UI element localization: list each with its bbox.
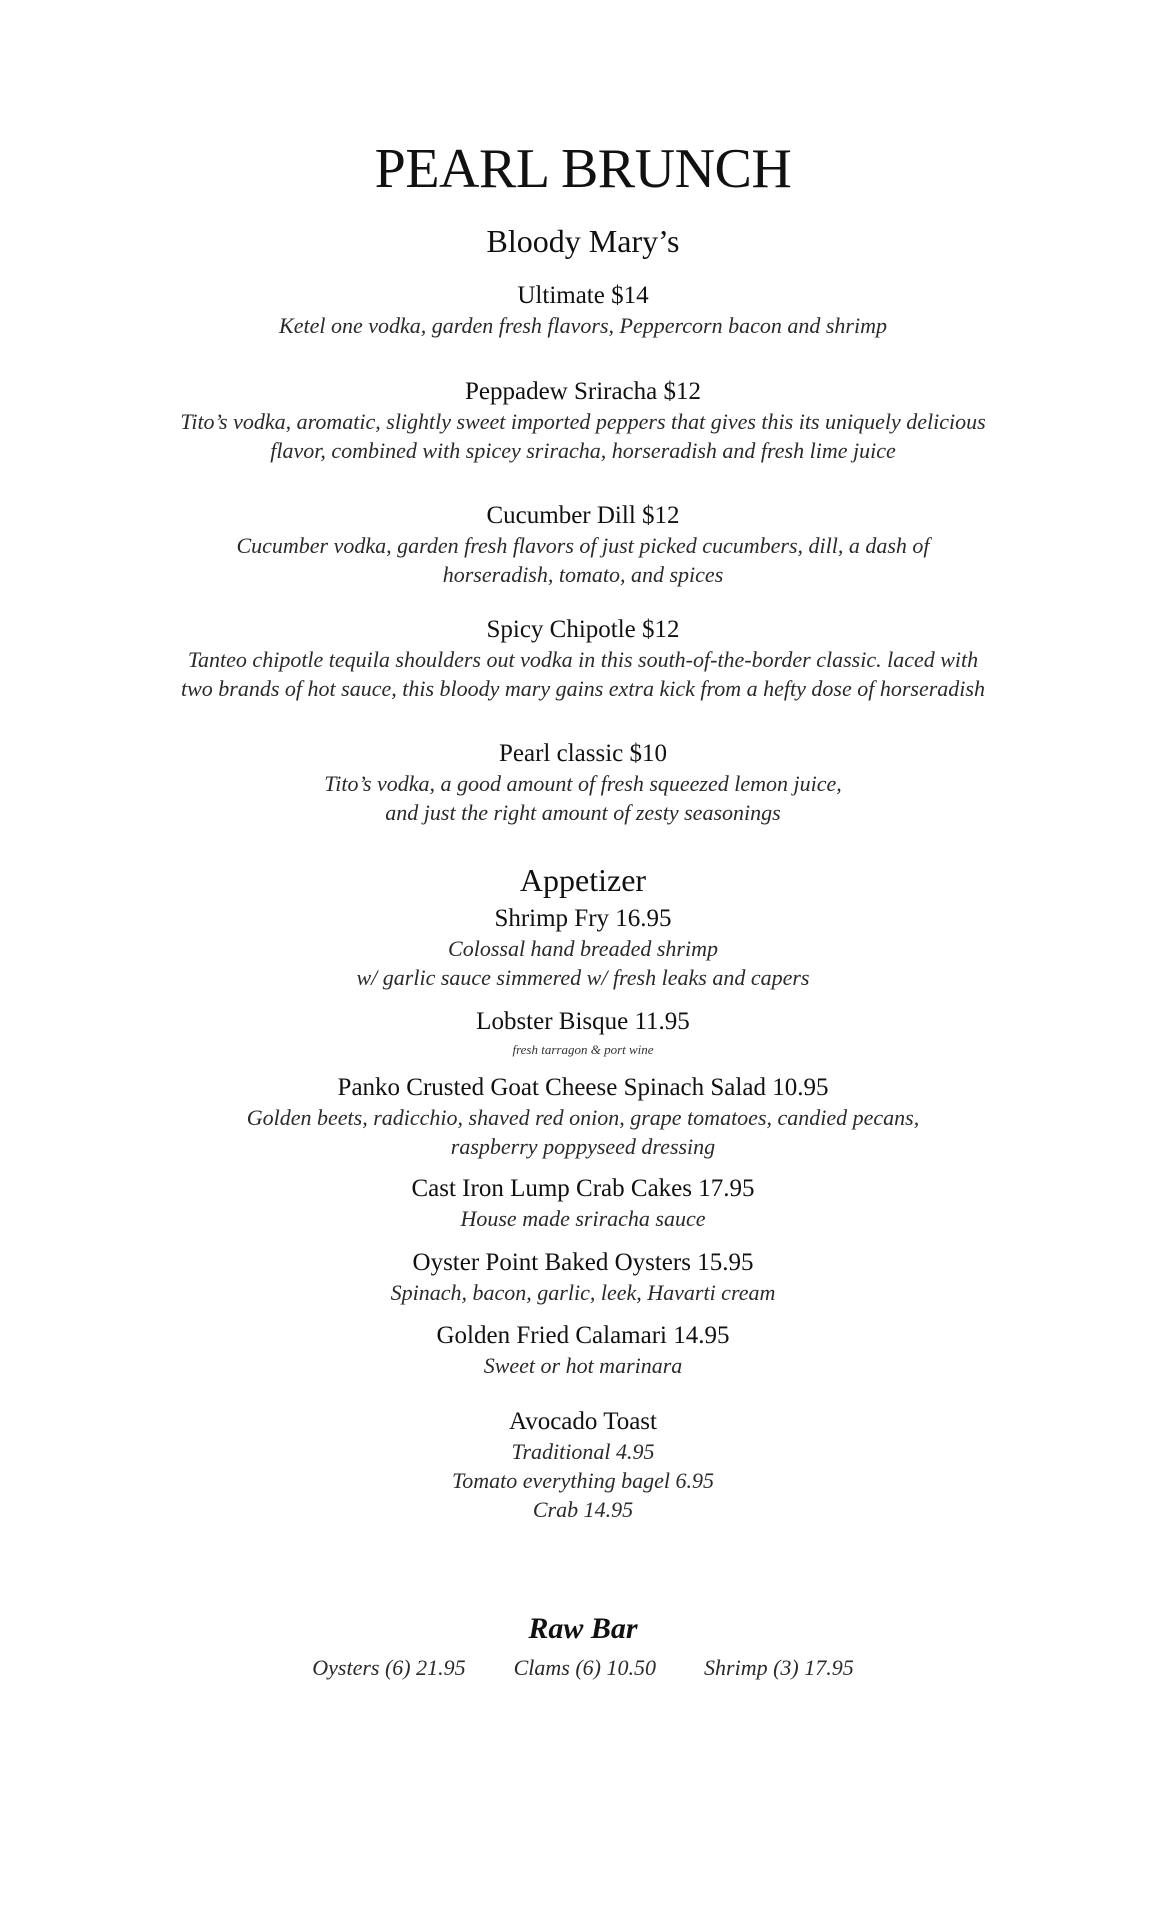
menu-item-description: Sweet or hot marinara [483,1353,683,1378]
menu-item-description: Tomato everything bagel 6.95 [452,1468,714,1493]
menu-item-description: Tito’s vodka, aromatic, slightly sweet imported peppers that gives this its uniquely delicious [180,409,986,434]
menu-item-name: Oyster Point Baked Oysters 15.95 [412,1249,754,1276]
menu-item-description: Colossal hand breaded shrimp [448,936,718,961]
raw-bar-item-shrimp: Shrimp (3) 17.95 [704,1655,854,1680]
menu-item-description: flavor, combined with spicey sriracha, horseradish and fresh lime juice [270,438,896,463]
raw-bar-item-clams: Clams (6) 10.50 [513,1655,657,1680]
menu-item-description: Golden beets, radicchio, shaved red onion, grape tomatoes, candied pecans, [246,1105,920,1130]
menu-item-name: Peppadew Sriracha $12 [464,378,702,405]
menu-item-description: Tanteo chipotle tequila shoulders out vodka in this south-of-the-border classic. laced with [187,647,979,672]
menu-item-description: fresh tarragon & port wine [512,1042,654,1057]
menu-item-description: Ketel one vodka, garden fresh flavors, Peppercorn bacon and shrimp [279,313,887,338]
menu-title: PEARL BRUNCH [374,138,792,200]
menu-item-description: two brands of hot sauce, this bloody mary gains extra kick from a hefty dose of horseradish [181,676,985,701]
menu-item-name: Pearl classic $10 [498,740,667,767]
menu-item-name: Cast Iron Lump Crab Cakes 17.95 [411,1175,755,1202]
menu-item-description: House made sriracha sauce [460,1206,706,1231]
section-heading-bloody-marys: Bloody Mary’s [486,223,680,259]
raw-bar-item-oysters: Oysters (6) 21.95 [312,1655,466,1680]
menu-item-description: Traditional 4.95 [511,1439,655,1464]
menu-item-name: Avocado Toast [509,1408,657,1435]
menu-item-name: Golden Fried Calamari 14.95 [436,1322,730,1349]
menu-item-description: Spinach, bacon, garlic, leek, Havarti cream [390,1280,776,1305]
menu-item-description: and just the right amount of zesty seasonings [385,800,781,825]
section-heading-raw-bar: Raw Bar [528,1612,638,1645]
menu-item-description: w/ garlic sauce simmered w/ fresh leaks and capers [356,965,810,990]
menu-item-description: Tito’s vodka, a good amount of fresh squeezed lemon juice, [324,771,842,796]
menu-item-description: Crab 14.95 [532,1497,634,1522]
menu-item-description: raspberry poppyseed dressing [450,1134,716,1159]
menu-item-name: Cucumber Dill $12 [486,502,680,529]
menu-item-name: Lobster Bisque 11.95 [476,1008,690,1035]
raw-bar-items [0,1654,1166,1682]
menu-item-name: Spicy Chipotle $12 [486,616,680,643]
menu-item-name: Ultimate $14 [517,282,649,309]
menu-item-name: Shrimp Fry 16.95 [494,905,672,932]
menu-item-description: horseradish, tomato, and spices [442,562,724,587]
menu-item-name: Panko Crusted Goat Cheese Spinach Salad 10.95 [337,1074,829,1101]
menu-item-description: Cucumber vodka, garden fresh flavors of just picked cucumbers, dill, a dash of [236,533,930,558]
section-heading-appetizer: Appetizer [519,862,647,898]
